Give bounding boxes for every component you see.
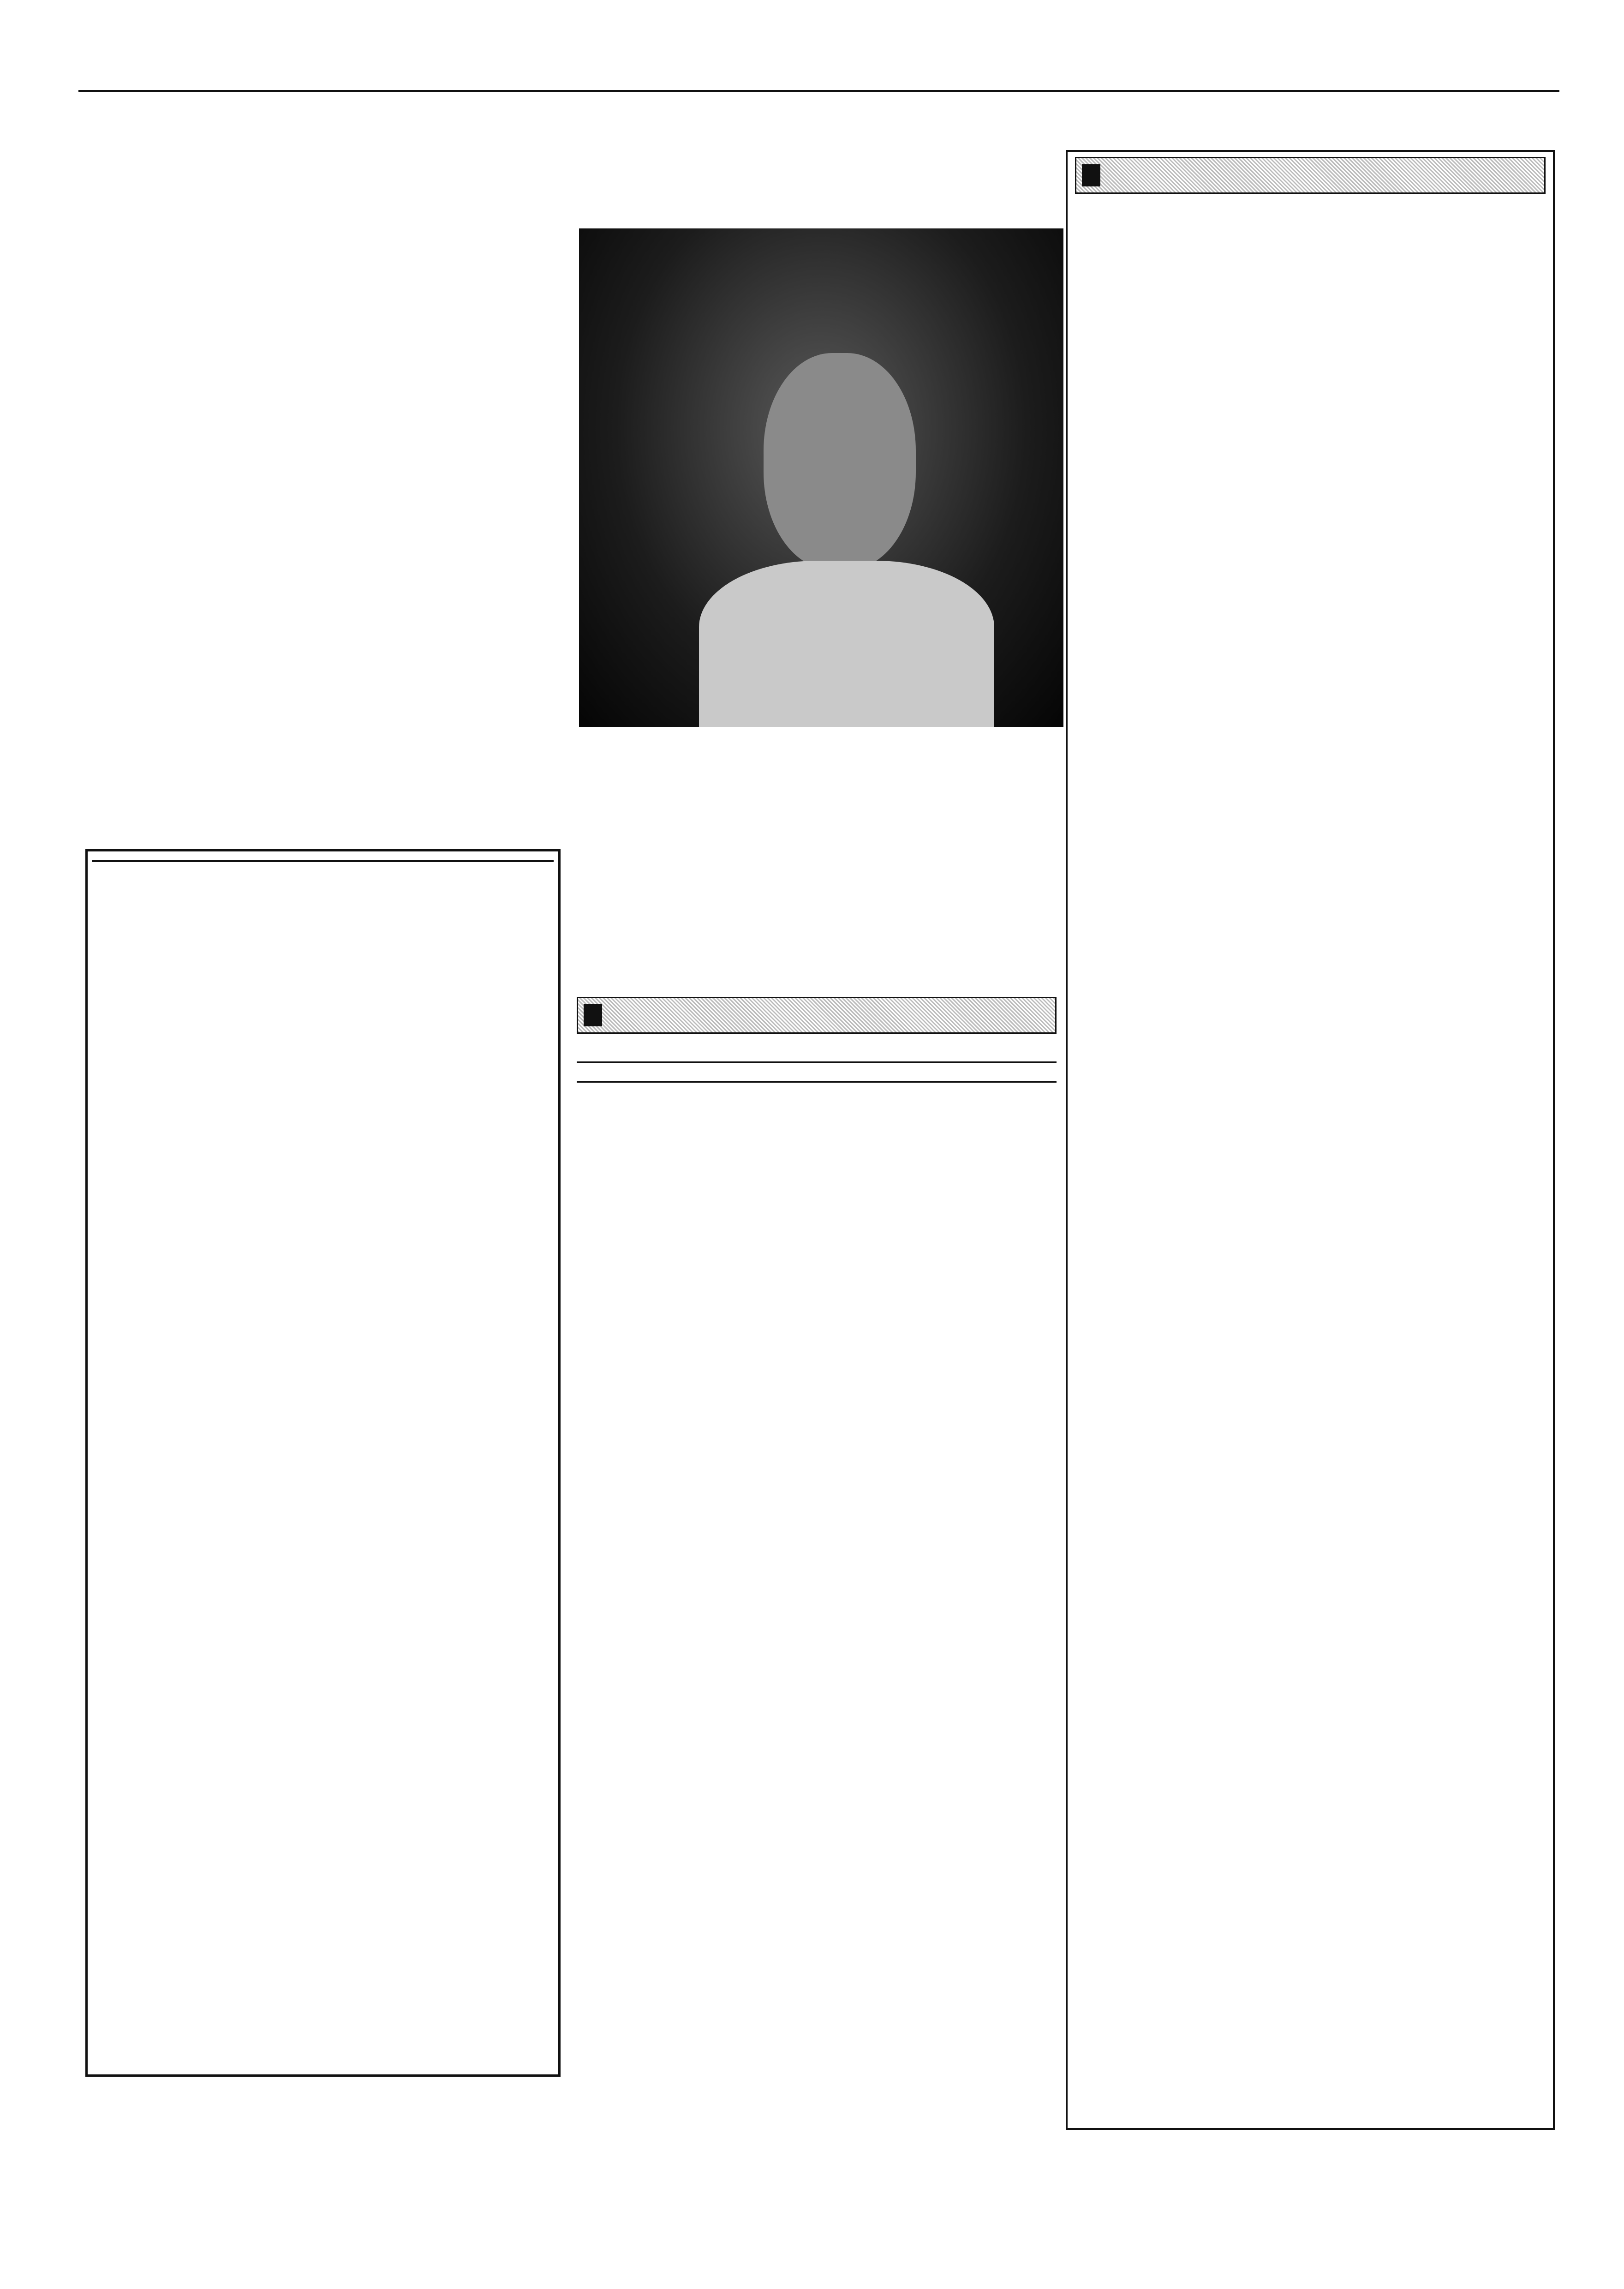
breves-square-icon	[584, 1004, 602, 1026]
photo-face	[764, 353, 916, 570]
semana-box	[1066, 150, 1555, 2130]
breves-text	[577, 1043, 1057, 1097]
semana-bar	[1075, 157, 1546, 194]
top-rule	[78, 90, 1559, 92]
edp-notice	[92, 856, 554, 2065]
author-photo	[579, 228, 1063, 727]
breves-bar	[577, 997, 1057, 1034]
semana-text	[1075, 258, 1546, 265]
breves-divider	[577, 1061, 1057, 1063]
breves-divider	[577, 1081, 1057, 1083]
semana-square-icon	[1082, 164, 1100, 186]
photo-shirt	[699, 561, 994, 727]
